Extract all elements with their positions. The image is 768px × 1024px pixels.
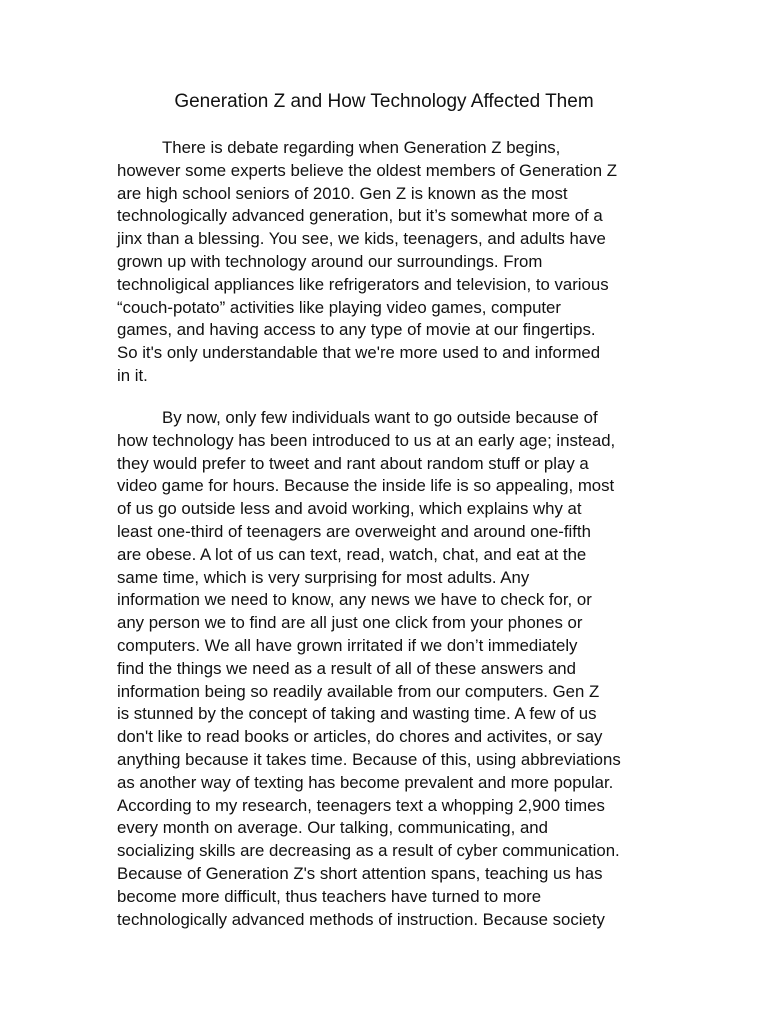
- text-line: every month on average. Our talking, communicating, and: [117, 818, 548, 838]
- text-line: So it's only understandable that we're more used to and informed: [117, 343, 601, 363]
- text-line: find the things we need as a result of all of these answers and: [117, 658, 576, 678]
- text-line: computers. We all have grown irritated if we don’t immediately: [117, 635, 578, 655]
- text-line: same time, which is very surprising for most adults. Any: [117, 567, 530, 587]
- text-line: games, and having access to any type of movie at our fingertips.: [117, 320, 596, 340]
- text-line: technoligical appliances like refrigerators and television, to various: [117, 274, 609, 294]
- text-line: any person we to find are all just one click from your phones or: [117, 613, 583, 633]
- text-line: of us go outside less and avoid working, which explains why at: [117, 499, 582, 519]
- text-line: By now, only few individuals want to go outside because of: [162, 408, 598, 427]
- text-line: technologically advanced methods of instruction. Because society: [117, 909, 605, 929]
- text-line: don't like to read books or articles, do chores and activites, or say: [117, 727, 603, 747]
- text-line: become more difficult, thus teachers have turned to more: [117, 886, 542, 906]
- paragraph-1: [117, 137, 657, 388]
- text-line: as another way of texting has become prevalent and more popular.: [117, 772, 614, 792]
- text-line: “couch-potato” activities like playing video games, computer: [117, 297, 561, 317]
- text-line: socializing skills are decreasing as a result of cyber communication.: [117, 841, 620, 861]
- text-line: Because of Generation Z's short attention spans, teaching us has: [117, 863, 603, 883]
- text-line: are high school seniors of 2010. Gen Z is known as the most: [117, 183, 568, 203]
- text-line: are obese. A lot of us can text, read, watch, chat, and eat at the: [117, 544, 587, 564]
- text-line: in it.: [117, 365, 148, 385]
- text-line: technologically advanced generation, but it’s somewhat more of a: [117, 206, 603, 226]
- text-line: however some experts believe the oldest members of Generation Z: [117, 160, 617, 180]
- text-line: grown up with technology around our surroundings. From: [117, 251, 543, 271]
- text-line: they would prefer to tweet and rant about random stuff or play a: [117, 453, 589, 473]
- document-title: Generation Z and How Technology Affected Them: [174, 91, 594, 112]
- text-line: anything because it takes time. Because of this, using abbreviations: [117, 749, 621, 769]
- text-line: how technology has been introduced to us at an early age; instead,: [117, 430, 616, 450]
- text-line: jinx than a blessing. You see, we kids, teenagers, and adults have: [117, 229, 606, 249]
- text-line: least one-third of teenagers are overweight and around one-fifth: [117, 521, 591, 541]
- text-line: is stunned by the concept of taking and wasting time. A few of us: [117, 704, 597, 724]
- text-line: There is debate regarding when Generation Z begins,: [162, 138, 561, 157]
- paragraph-2: [117, 407, 657, 931]
- text-line: According to my research, teenagers text a whopping 2,900 times: [117, 795, 605, 815]
- text-line: video game for hours. Because the inside life is so appealing, most: [117, 476, 615, 496]
- text-line: information we need to know, any news we have to check for, or: [117, 590, 592, 610]
- text-line: information being so readily available from our computers. Gen Z: [117, 681, 600, 701]
